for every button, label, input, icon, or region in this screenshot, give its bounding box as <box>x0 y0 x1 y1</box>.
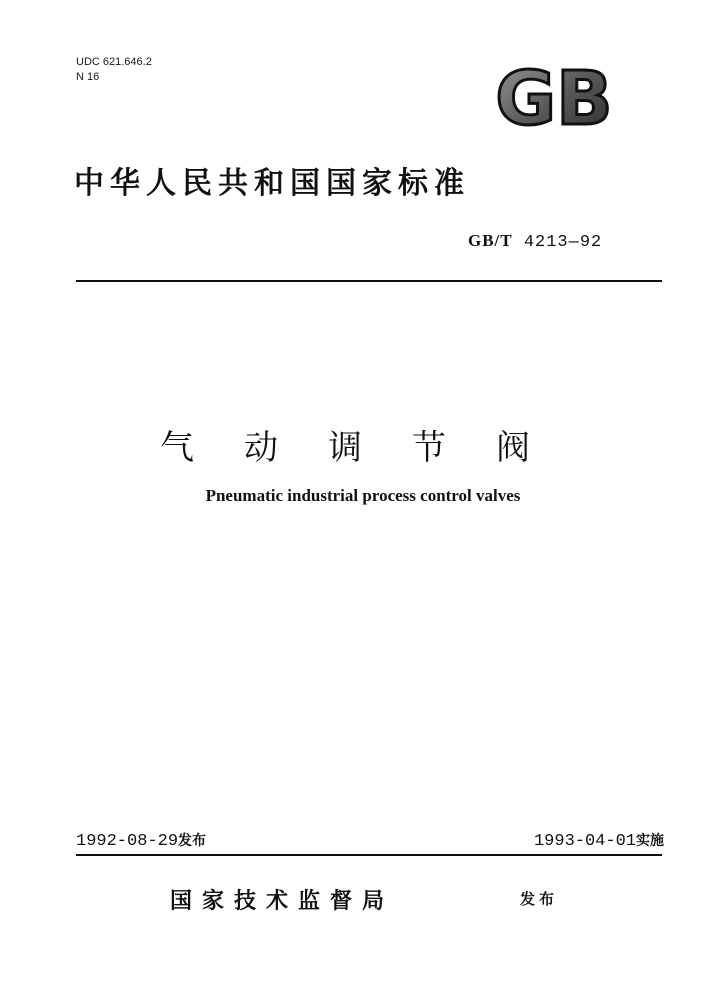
bottom-divider <box>76 854 662 856</box>
gb-logo <box>484 64 624 132</box>
national-standard-title: 中华人民共和国国家标准 <box>74 166 470 201</box>
implement-date-block <box>534 830 664 851</box>
issuing-authority: 国家技术监督局 <box>170 889 395 914</box>
standard-number <box>468 231 602 252</box>
standard-prefix: GB/T <box>468 231 513 250</box>
classification-code: N 16 <box>76 71 100 83</box>
issue-date: 1992-08-29 <box>76 832 179 851</box>
standard-code: 4213—92 <box>523 233 603 252</box>
document-title-cn: 气动调节阀 <box>160 428 580 468</box>
gb-logo-text: GB <box>495 64 613 132</box>
top-divider <box>76 280 662 282</box>
implement-label: 实施 <box>636 833 664 849</box>
issued-label: 发布 <box>520 890 559 908</box>
implement-date: 1993-04-01 <box>533 832 636 851</box>
issue-label: 发布 <box>178 833 207 849</box>
classification-block <box>76 55 152 85</box>
udc-number: UDC 621.646.2 <box>76 56 152 68</box>
document-title-en: Pneumatic industrial process control valves <box>205 486 521 505</box>
issue-date-block <box>76 830 206 851</box>
